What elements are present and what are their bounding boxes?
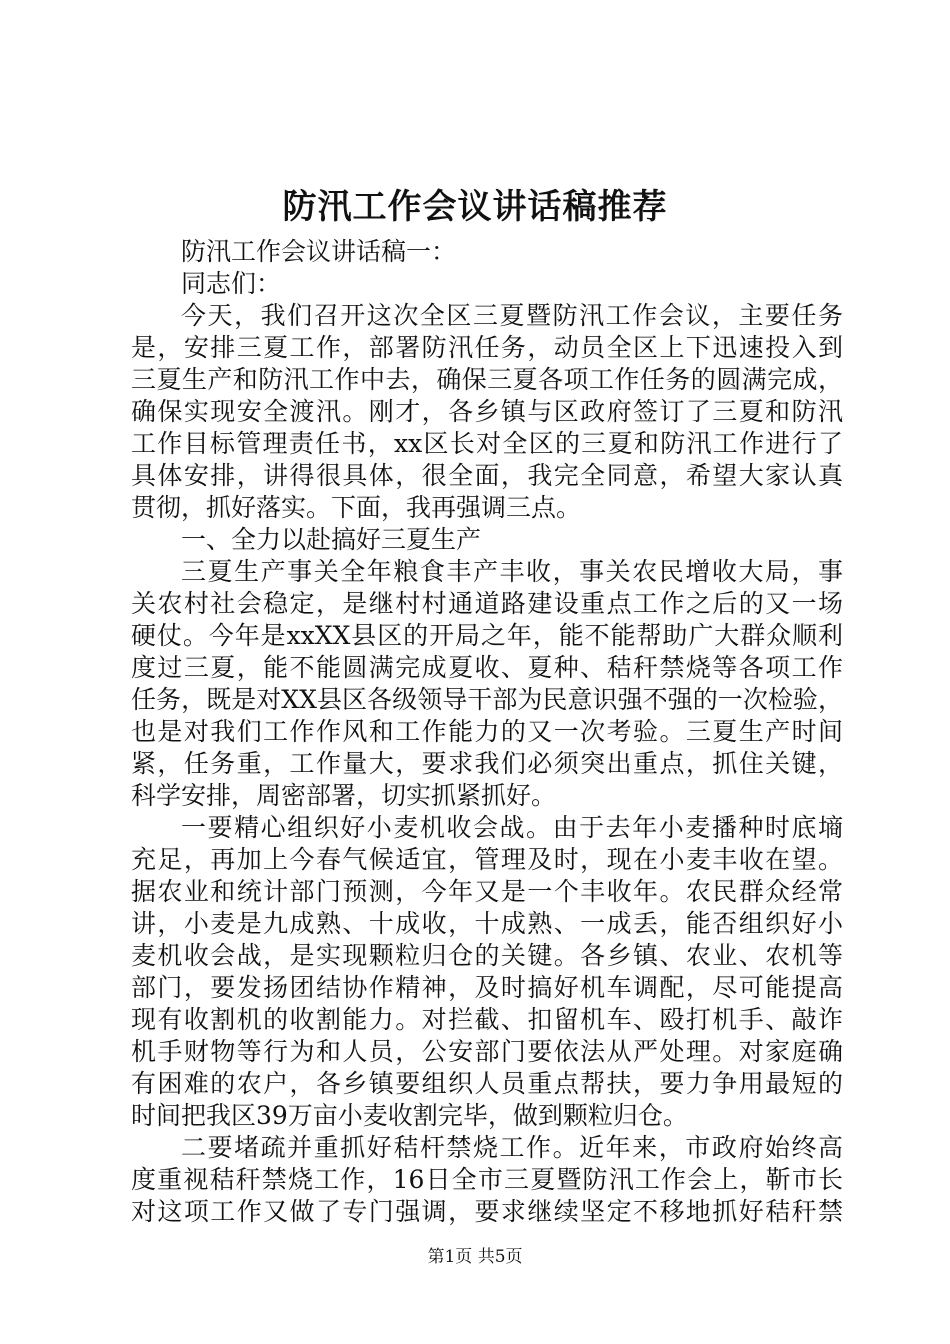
text-line: 任务，既是对XX县区各级领导干部为民意识强不强的一次检验， (131, 685, 843, 714)
text-line: 防汛工作会议讲话稿一： (181, 237, 457, 266)
text-line: 时间把我区39万亩小麦收割完毕，做到颗粒归仓。 (131, 1101, 688, 1130)
text-line: 三夏生产和防汛工作中去，确保三夏各项工作任务的圆满完成， (131, 365, 843, 394)
text-line: 机手财物等行为和人员，公安部门要依法从严处理。对家庭确 (131, 1037, 843, 1066)
text-line: 确保实现安全渡汛。刚才，各乡镇与区政府签订了三夏和防汛 (131, 397, 843, 426)
text-line: 麦机收会战，是实现颗粒归仓的关键。各乡镇、农业、农机等 (131, 941, 843, 970)
text-line: 对这项工作又做了专门强调，要求继续坚定不移地抓好秸秆禁 (131, 1197, 843, 1226)
text-line: 一要精心组织好小麦机收会战。由于去年小麦播种时底墒 (181, 813, 843, 842)
page-footer: 第1页 共5页 (427, 1247, 523, 1267)
text-line: 也是对我们工作作风和工作能力的又一次考验。三夏生产时间 (131, 717, 843, 746)
text-line: 有困难的农户，各乡镇要组织人员重点帮扶，要力争用最短的 (131, 1069, 843, 1098)
text-line: 讲，小麦是九成熟、十成收，十成熟、一成丢，能否组织好小 (131, 909, 843, 938)
text-line: 科学安排，周密部署，切实抓紧抓好。 (131, 781, 557, 810)
text-line: 充足，再加上今春气候适宜，管理及时，现在小麦丰收在望。 (131, 845, 843, 874)
text-line: 同志们： (181, 269, 282, 298)
text-line: 现有收割机的收割能力。对拦截、扣留机车、殴打机手、敲诈 (131, 1005, 843, 1034)
text-line: 工作目标管理责任书，xx区长对全区的三夏和防汛工作进行了 (131, 429, 843, 458)
document-title: 防汛工作会议讲话稿推荐 (282, 187, 668, 227)
text-line: 今天，我们召开这次全区三夏暨防汛工作会议，主要任务 (181, 301, 843, 330)
text-line: 三夏生产事关全年粮食丰产丰收，事关农民增收大局，事 (181, 557, 843, 586)
text-line: 硬仗。今年是xxXX县区的开局之年，能不能帮助广大群众顺利 (131, 621, 843, 650)
text-line: 二要堵疏并重抓好秸杆禁烧工作。近年来，市政府始终高 (181, 1133, 843, 1162)
text-line: 是，安排三夏工作，部署防汛任务，动员全区上下迅速投入到 (131, 333, 843, 362)
text-line: 度过三夏，能不能圆满完成夏收、夏种、秸秆禁烧等各项工作 (131, 653, 843, 682)
text-line: 贯彻，抓好落实。下面，我再强调三点。 (131, 493, 582, 522)
text-line: 具体安排，讲得很具体，很全面，我完全同意，希望大家认真 (131, 461, 843, 490)
document-body (131, 236, 843, 1228)
text-line: 据农业和统计部门预测，今年又是一个丰收年。农民群众经常 (131, 877, 843, 906)
text-line: 关农村社会稳定，是继村村通道路建设重点工作之后的又一场 (131, 589, 843, 618)
text-line: 紧，任务重，工作量大，要求我们必须突出重点，抓住关键， (131, 749, 843, 778)
text-line: 一、全力以赴搞好三夏生产 (181, 525, 482, 554)
text-line: 度重视秸秆禁烧工作，16日全市三夏暨防汛工作会上，靳市长 (131, 1165, 843, 1194)
text-line: 部门，要发扬团结协作精神，及时搞好机车调配，尽可能提高 (131, 973, 843, 1002)
